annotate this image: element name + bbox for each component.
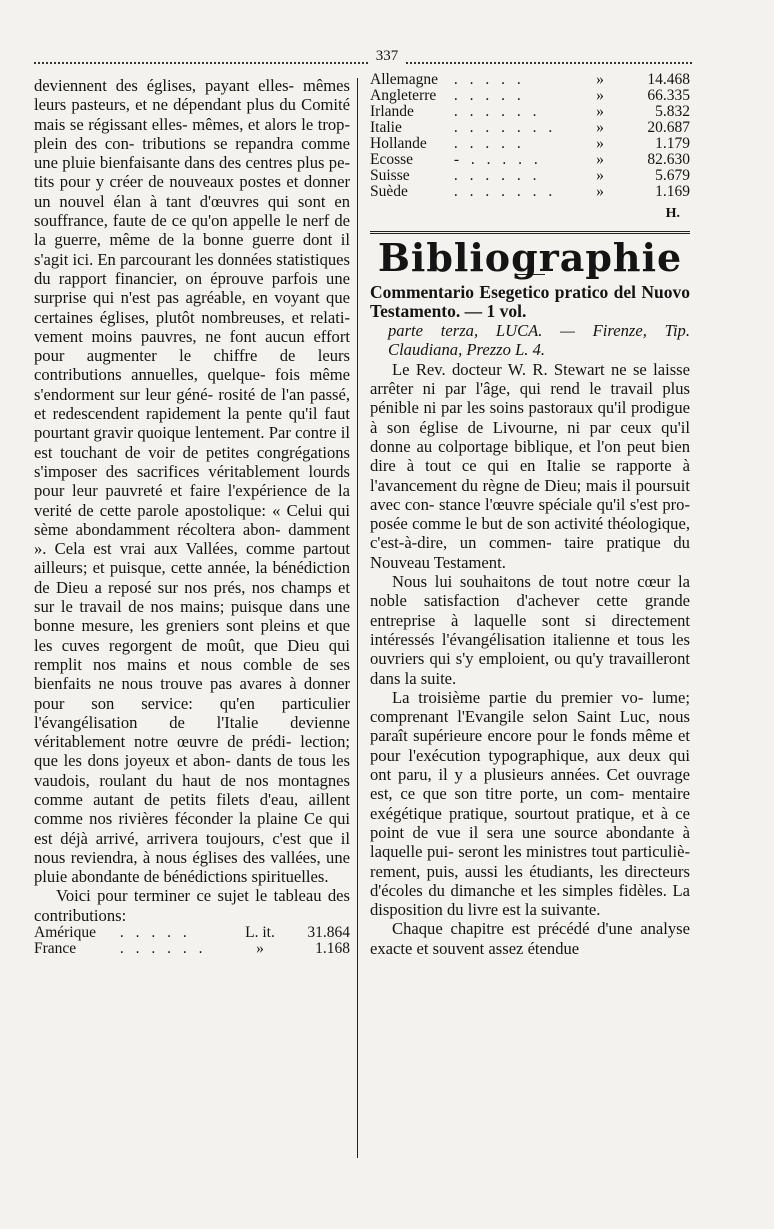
text-line: Nous lui souhaitons de tout notre <box>392 572 630 592</box>
text-line: église de Livourne, ni par ceux qu'il <box>419 417 690 437</box>
text-line: éprouve parfois une surprise qui n'est <box>34 268 351 308</box>
cell-value: 1.168 <box>315 940 350 958</box>
text-line: italienne et tous les ouvriers qui s'y <box>370 629 690 669</box>
cell-dots: . . . . . <box>453 135 525 152</box>
text-line: mains et nous comble de ses bienfaits <box>34 654 350 694</box>
table-row <box>370 72 690 88</box>
left-column <box>34 76 350 957</box>
text-line: nos rivières féconder la plaine Ce <box>89 809 323 829</box>
cell-dots: - . . . . . <box>453 151 542 168</box>
cell-currency: » <box>596 151 604 168</box>
text-line: sur le travail de nos mains; puisque <box>34 597 283 617</box>
text-line: et faire l'expérience de la verité de <box>34 481 350 520</box>
text-line: se laisse arrêter ni par l'âge, qui <box>370 359 690 399</box>
text-line: deviennent des églises, payant elles- <box>34 76 295 95</box>
text-line: sème abondamment récoltera abon- <box>34 519 281 539</box>
header-rule-right <box>406 62 692 64</box>
cell-currency: » <box>596 71 604 88</box>
cell-value: 5.679 <box>655 167 690 184</box>
text-line: Chaque chapitre est précédé d'une <box>392 919 633 939</box>
cell-country: Hollande <box>370 135 427 152</box>
text-line: se rapporte à l'avancement du règne <box>370 456 690 495</box>
text-line: directeurs d'écoles du dimanche et les <box>370 861 690 900</box>
text-line: seront les ministres tout particuliè- <box>458 842 690 862</box>
cell-dots: . . . . . <box>453 87 525 104</box>
text-line: théologique, c'est-à-dire, un commen- <box>370 514 690 553</box>
table-row <box>370 184 690 200</box>
table-row <box>370 88 690 104</box>
text-line: gravir quoique lentement. Par contre <box>93 423 337 443</box>
text-line: rement, puis, aussi les étudiants, les <box>370 861 619 881</box>
contributions-table-left <box>34 925 350 957</box>
text-line: de petits filets d'eau, aillent comme <box>34 789 350 829</box>
text-line: congrégations s'imposer des sacrifices <box>34 442 351 481</box>
text-line: dans une bonne mesure, les greniers <box>34 597 350 636</box>
cell-country: Suède <box>370 183 408 200</box>
cell-dots: . . . . . <box>119 924 191 942</box>
cell-country: Suisse <box>370 167 410 184</box>
text-line: la suite. <box>404 668 457 688</box>
text-line: typographique, aux deux qui ont paru, <box>370 745 690 785</box>
page-number: 337 <box>370 48 404 65</box>
text-line: une source abondante à laquelle pui- <box>370 822 690 862</box>
table-row <box>370 104 690 120</box>
text-line: il est touchant de voir de petites <box>34 423 350 462</box>
cell-value: 20.687 <box>647 119 690 136</box>
table-row <box>34 925 350 941</box>
text-line: La troisième partie du premier vo- <box>392 687 644 707</box>
book-details-line: parte terza, LUCA. — Firenze, Tip. <box>388 321 690 341</box>
text-line: est, ce que son titre porte, un com- <box>370 784 625 804</box>
cell-value: 5.832 <box>655 103 690 120</box>
text-line: sont pleins et que les cuves regorgent <box>34 616 350 655</box>
double-rule <box>370 231 690 234</box>
text-line: et donner un nouvel élan à tant d'œuvres <box>34 172 350 211</box>
cell-dots: . . . . . <box>453 71 525 88</box>
book-title-line: del Nuovo Testamento. — 1 vol. <box>370 281 691 321</box>
text-line: taire pratique du Nouveau Testament. <box>370 533 690 572</box>
text-line: de Dieu; mais il poursuit avec con- <box>370 475 691 514</box>
table-row <box>370 136 690 152</box>
table-row <box>370 152 690 168</box>
cell-country: Allemagne <box>370 71 439 88</box>
text-line: s'agit ici. En parcourant les données <box>34 249 273 269</box>
text-line: même de la bonne guerre dont il <box>109 230 350 250</box>
text-line: cette grande entreprise à laquelle sont si <box>370 591 690 630</box>
text-line: donne au colportage biblique, et l'on <box>370 436 621 456</box>
text-line: pas agréable, en voyant que certaines <box>34 288 350 327</box>
text-line: lection; que les dons joyeux et abon- <box>34 732 350 771</box>
text-line: tits pour y créer de nouveaux postes <box>34 172 281 192</box>
cell-currency: » <box>596 119 604 136</box>
contributions-table-right <box>370 72 690 200</box>
cell-dots: . . . . . . <box>453 167 541 184</box>
review-paragraph <box>370 572 690 688</box>
right-column <box>370 71 691 958</box>
text-line: mentaire exégétique pratique, sourtout <box>370 784 690 823</box>
text-line: statistiques du rapport financier, on <box>34 249 350 288</box>
book-details-line: Claudiana, Prezzo L. 4. <box>388 340 546 360</box>
text-line: de moût, que Dieu qui remplit nos <box>34 635 350 674</box>
text-line: fois même s'endorment sur leur géné- <box>34 365 350 404</box>
text-line: il y a plusieurs années. Cet ouvrage <box>438 765 690 785</box>
cell-country: Amérique <box>34 924 96 942</box>
cell-dots: . . . . . . . <box>453 119 557 136</box>
text-line: qui sont en souffrance, faute de ce <box>34 191 350 231</box>
text-line: comme partout ailleurs; et puisque, <box>34 539 351 578</box>
cell-currency: » <box>256 940 264 958</box>
cell-country: Ecosse <box>370 151 414 168</box>
text-line: leurs contributions annuelles, quelque- <box>34 346 351 385</box>
cell-currency: » <box>596 135 604 152</box>
text-line: est la suivante. <box>502 900 601 920</box>
text-line: pour son service: qu'en particulier <box>34 693 350 713</box>
cell-currency: » <box>596 183 604 200</box>
text-line: plus du Comité mais se régissant elles- <box>34 95 350 134</box>
text-line: mêmes, et alors le trop-plein des con- <box>34 114 351 153</box>
text-line: tributions se repandra comme une pluie <box>34 133 350 173</box>
book-title-line: Commentario Esegetico pratico <box>370 281 609 302</box>
review-paragraph <box>370 919 690 958</box>
table-row <box>34 941 350 957</box>
text-line: églises des vallées, une pluie abondante <box>34 847 350 887</box>
text-line: c'est que il nous reviendra, à nous <box>34 828 350 867</box>
cell-currency: L. it. <box>245 924 275 942</box>
text-line: rend le travail plus pénible ni par les <box>370 379 690 418</box>
cell-value: 82.630 <box>647 151 690 168</box>
cell-value: 1.179 <box>655 135 690 152</box>
review-text <box>370 360 690 958</box>
text-line: ne nous trouve pas avares à donner <box>98 674 350 694</box>
text-line: haut de nos montagnes comme autant <box>34 770 350 809</box>
text-line: tableau des contributions: <box>34 886 351 925</box>
text-line: soins pastoraux qu'il prodigue à son <box>370 398 690 437</box>
book-title <box>370 283 690 322</box>
text-line: simples fidèles. La disposition du livre <box>370 880 690 920</box>
text-line: qui est déjà arrivé, arrivera toujours, <box>34 809 350 848</box>
cell-value: 14.468 <box>647 71 690 88</box>
cell-dots: . . . . . . . <box>453 183 557 200</box>
text-line: cette année, la bénédiction de Dieu a <box>34 558 350 597</box>
cell-country: Irlande <box>370 103 414 120</box>
text-line: l'évangélisation de l'Italie devienne <box>34 712 350 732</box>
text-line: qu'on appelle le nerf de la guerre, <box>34 211 350 250</box>
review-paragraph <box>370 688 690 920</box>
paragraph-tableau-intro <box>34 886 350 925</box>
text-line: véritablement lourds pour leur pauvreté <box>34 461 350 501</box>
text-line: rapidement la pente qu'il faut pourtant <box>34 404 351 443</box>
cell-country: Italie <box>370 119 402 136</box>
table-row <box>370 120 690 136</box>
text-line: effort pour augmenter le chiffre de <box>34 326 350 366</box>
text-line: pratique, et à ce point de vue il sera <box>370 803 690 842</box>
cell-country: Angleterre <box>370 87 437 104</box>
text-line: reposé sur nos prés, nos champs et <box>108 577 350 597</box>
text-line: posée comme le but de son activité <box>370 514 604 534</box>
book-details <box>370 321 690 360</box>
text-line: directement intéressés l'évangélisation <box>370 610 690 649</box>
text-line: stance l'œuvre spéciale qu'il s'est pro- <box>438 494 690 514</box>
paragraph-contributions <box>34 76 350 886</box>
text-line: de bénédictions spirituelles. <box>143 867 329 887</box>
text-line: Voici pour terminer ce sujet le <box>56 886 268 906</box>
text-line: damment ». Cela est vrai aux Vallées, <box>34 519 351 559</box>
section-title: Bibliographie <box>377 235 683 281</box>
text-line: rosité de l'an passé, et redescendent <box>34 384 350 424</box>
text-line: églises, plutôt nombreuses, et relati- <box>99 307 350 327</box>
header-rule-left <box>34 62 368 64</box>
cell-country: France <box>34 940 77 958</box>
text-line: véritablement notre œuvre de prédi- <box>34 732 292 752</box>
text-line: mêmes leurs pasteurs, et ne dépendant <box>34 76 350 115</box>
cell-currency: » <box>596 87 604 104</box>
text-line: Luc, nous paraît supérieure encore <box>370 707 690 746</box>
text-line: bienfaisante dans des centres plus pe- <box>99 153 350 173</box>
column-divider <box>357 78 358 1158</box>
text-line: pour le fonds même et pour l'exécution <box>370 726 690 765</box>
cell-value: 31.864 <box>307 924 350 942</box>
table-row <box>370 168 690 184</box>
signature: H. <box>665 206 680 221</box>
cell-dots: . . . . . . <box>119 940 207 958</box>
text-line: peut bien dire à tout ce qui en Italie <box>370 436 690 476</box>
text-line: cœur la noble satisfaction d'achever <box>370 572 691 611</box>
cell-value: 66.335 <box>647 87 690 104</box>
text-line: emploient, ou qu'y travailleront dans <box>370 649 691 688</box>
cell-dots: . . . . . . <box>453 103 541 120</box>
text-line: Le Rev. docteur W. R. Stewart ne <box>392 359 627 379</box>
text-line: analyse exacte et souvent assez étendue <box>370 919 690 958</box>
cell-value: 1.169 <box>655 183 690 200</box>
review-paragraph <box>370 360 690 572</box>
text-line: cette parole apostolique: « Celui qui <box>99 500 350 520</box>
cell-currency: » <box>596 103 604 120</box>
text-line: dants de tous les vaudois, roulant du <box>34 751 351 790</box>
text-line: vement moins pauvres, ne font aucun <box>34 326 305 346</box>
text-line: lume; comprenant l'Evangile selon Saint <box>370 687 690 727</box>
cell-currency: » <box>596 167 604 184</box>
